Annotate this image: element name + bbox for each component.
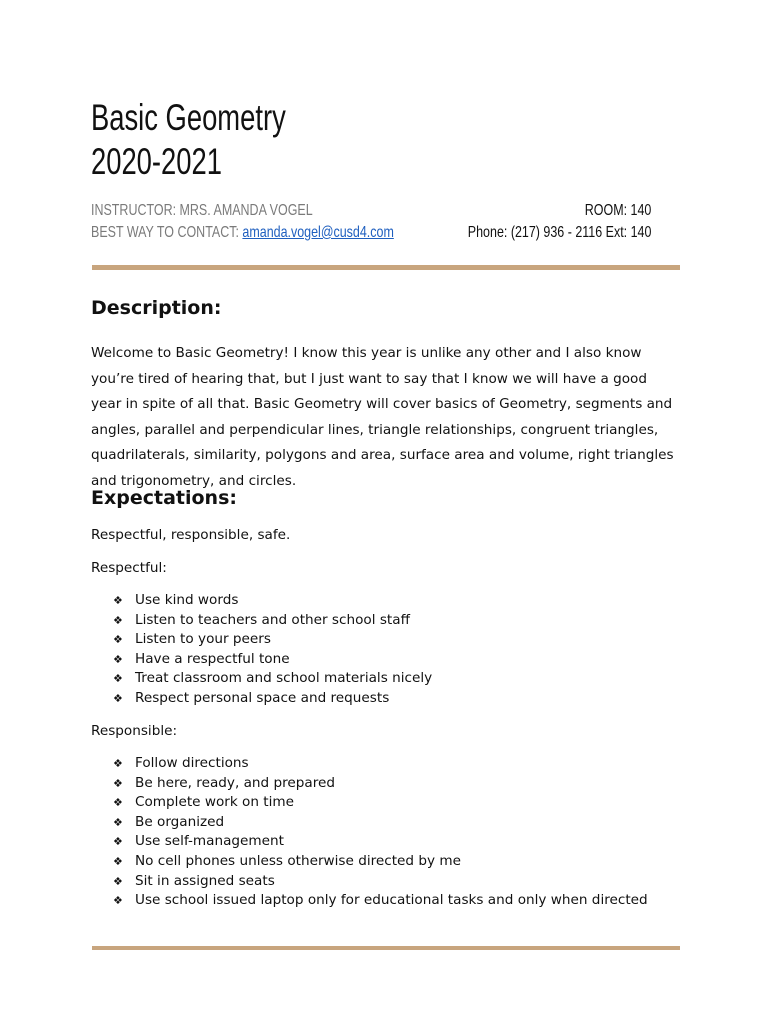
contact-label: BEST WAY TO CONTACT: — [91, 224, 239, 241]
instructor-row — [91, 200, 651, 222]
list-item-text: Listen to teachers and other school staff — [135, 611, 410, 628]
list-item — [113, 754, 648, 774]
respectful-list — [113, 591, 432, 709]
bottom-divider — [92, 946, 680, 950]
diamond-bullet-icon: ❖ — [113, 796, 123, 810]
responsible-label: Responsible: — [91, 723, 178, 739]
list-item — [113, 650, 432, 670]
list-item-text: Listen to your peers — [135, 631, 271, 648]
list-item-text: Be organized — [135, 813, 225, 830]
diamond-bullet-icon: ❖ — [113, 594, 123, 607]
respectful-label: Respectful: — [91, 560, 167, 576]
list-item-text: Use self-management — [135, 833, 284, 850]
list-item-text: Use school issued laptop only for educational tasks and only when directed — [135, 892, 648, 909]
diamond-bullet-icon: ❖ — [113, 672, 123, 686]
list-item-text: Follow directions — [135, 755, 249, 771]
list-item — [113, 591, 432, 611]
description-heading: Description: — [91, 297, 222, 319]
list-item — [113, 813, 648, 833]
phone-number: Phone: (217) 936 - 2116 Ext: 140 — [467, 224, 651, 241]
list-item — [113, 832, 648, 852]
diamond-bullet-icon: ❖ — [113, 633, 123, 647]
list-item — [113, 630, 432, 650]
list-item — [113, 872, 648, 892]
list-item-text: Treat classroom and school materials nicely — [135, 670, 433, 687]
contact-info — [91, 200, 651, 244]
list-item — [113, 891, 648, 911]
list-item — [113, 852, 648, 872]
responsible-list — [113, 754, 648, 911]
list-item — [113, 793, 648, 813]
list-item — [113, 611, 432, 631]
page-title — [91, 96, 286, 184]
diamond-bullet-icon: ❖ — [113, 835, 123, 849]
description-text: Welcome to Basic Geometry! I know this year is unlike any other and I also know you’re tired of hearing that, but I just want to say that I know we will have a good year in spite of all that. Basic Geometry will cover basics of Geometry, segments and angles, parallel and perpendicular lines, triangle relationships, congruent triangles, quadrilaterals, similarity, polygons and area, surface area and volume, right triangles and trigonometry, and circles. — [91, 345, 674, 489]
diamond-bullet-icon: ❖ — [113, 691, 123, 705]
list-item-text: Have a respectful tone — [135, 650, 290, 667]
list-item-text: Be here, ready, and prepared — [135, 774, 336, 791]
diamond-bullet-icon: ❖ — [113, 652, 123, 666]
school-year: 2020-2021 — [91, 141, 222, 182]
list-item-text: No cell phones unless otherwise directed by me — [135, 852, 461, 869]
diamond-bullet-icon: ❖ — [113, 757, 123, 770]
expectations-summary: Respectful, responsible, safe. — [91, 527, 291, 543]
list-item — [113, 689, 432, 709]
list-item-text: Respect personal space and requests — [135, 689, 390, 706]
diamond-bullet-icon: ❖ — [113, 894, 123, 908]
diamond-bullet-icon: ❖ — [113, 776, 123, 790]
diamond-bullet-icon: ❖ — [113, 874, 123, 888]
top-divider — [92, 265, 680, 270]
diamond-bullet-icon: ❖ — [113, 854, 123, 868]
expectations-heading: Expectations: — [91, 487, 237, 509]
contact-row — [91, 222, 651, 244]
instructor-name: INSTRUCTOR: MRS. AMANDA VOGEL — [91, 202, 313, 219]
course-title: Basic Geometry — [91, 97, 286, 138]
diamond-bullet-icon: ❖ — [113, 613, 123, 627]
email-link[interactable]: amanda.vogel@cusd4.com — [242, 224, 394, 241]
list-item-text: Use kind words — [135, 592, 239, 608]
contact-line — [91, 222, 394, 244]
list-item-text: Complete work on time — [135, 794, 295, 811]
list-item — [113, 669, 432, 689]
room-number: ROOM: 140 — [584, 202, 651, 219]
list-item — [113, 774, 648, 794]
list-item-text: Sit in assigned seats — [135, 872, 275, 889]
diamond-bullet-icon: ❖ — [113, 815, 123, 829]
